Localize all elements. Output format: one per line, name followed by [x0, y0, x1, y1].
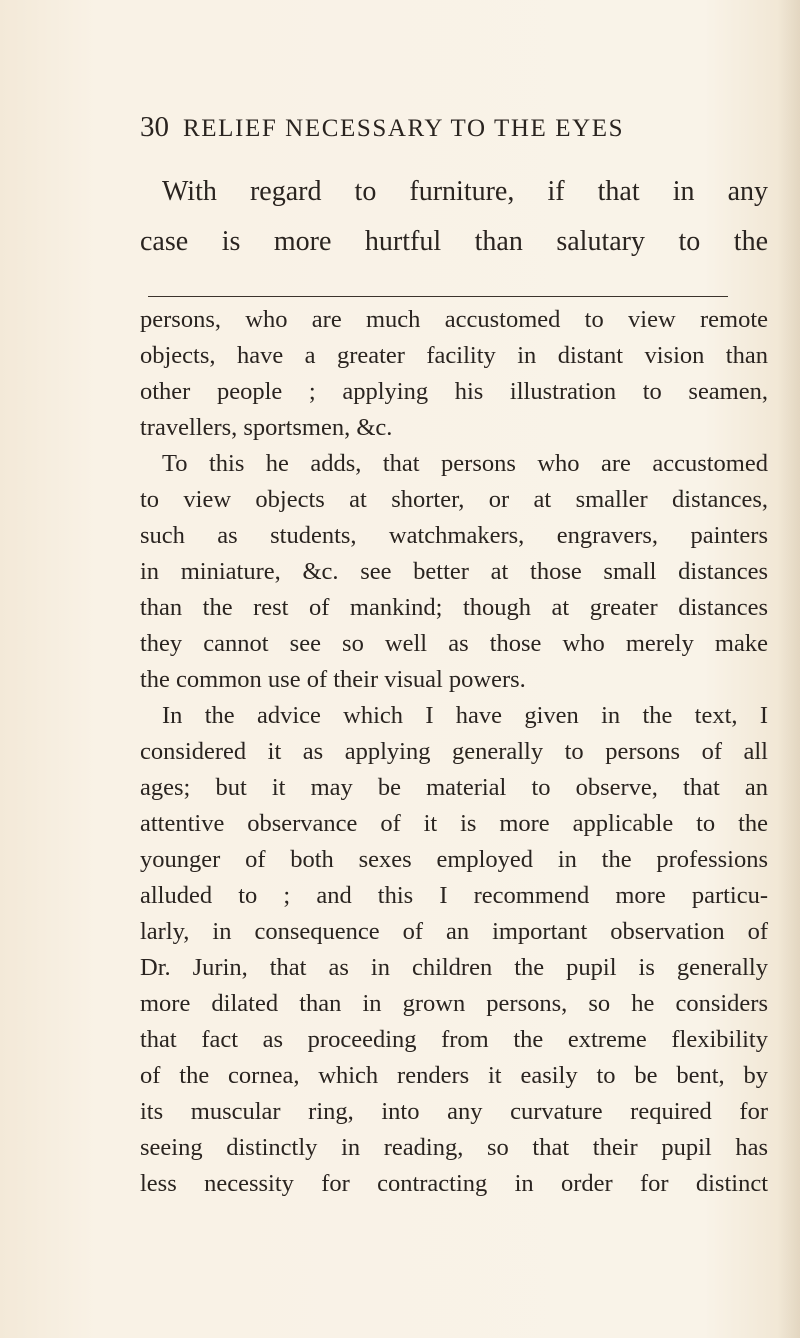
- text-line: larly, in consequence of an important observation of: [140, 918, 768, 945]
- text-line: travellers, sportsmen, &c.: [140, 414, 393, 441]
- text-line: such as students, watchmakers, engravers, painters: [140, 522, 768, 549]
- running-title: RELIEF NECESSARY TO THE EYES: [183, 115, 625, 142]
- text-line: to view objects at shorter, or at smaller distances,: [140, 486, 768, 513]
- text-line: in miniature, &c. see better at those small distances: [140, 558, 768, 585]
- text-line: other people ; applying his illustration to seamen,: [140, 378, 768, 405]
- text-line: they cannot see so well as those who merely make: [140, 630, 768, 657]
- text-line: than the rest of mankind; though at greater distances: [140, 594, 768, 621]
- text-line: objects, have a greater facility in distant vision than: [140, 342, 768, 369]
- text-line: of the cornea, which renders it easily to be bent, by: [140, 1062, 768, 1089]
- text-line: alluded to ; and this I recommend more particu-: [140, 882, 768, 909]
- text-line: that fact as proceeding from the extreme flexibility: [140, 1026, 768, 1053]
- text-line: younger of both sexes employed in the professions: [140, 846, 768, 873]
- text-line: its muscular ring, into any curvature required for: [140, 1098, 768, 1125]
- text-line: In the advice which I have given in the text, I: [162, 702, 768, 729]
- text-line: the common use of their visual powers.: [140, 666, 526, 693]
- text-line: attentive observance of it is more applicable to the: [140, 810, 768, 837]
- text-line: less necessity for contracting in order for distinct: [140, 1170, 768, 1197]
- text-line: persons, who are much accustomed to view remote: [140, 306, 768, 333]
- text-line: seeing distinctly in reading, so that their pupil has: [140, 1134, 768, 1161]
- text-line: more dilated than in grown persons, so he considers: [140, 990, 768, 1017]
- top-paragraph: [140, 167, 768, 267]
- text-line: considered it as applying generally to persons of all: [140, 738, 768, 765]
- text-line: With regard to furniture, if that in any: [162, 176, 768, 207]
- text-line: Dr. Jurin, that as in children the pupil is generally: [140, 954, 768, 981]
- running-header: [140, 111, 780, 144]
- text-line: ages; but it may be material to observe, that an: [140, 774, 768, 801]
- main-paragraph: [140, 302, 768, 1202]
- page-edge-shadow: [778, 0, 800, 1338]
- text-line: case is more hurtful than salutary to the: [140, 226, 768, 257]
- page-number: 30: [140, 111, 169, 143]
- section-divider: [148, 296, 728, 297]
- text-line: To this he adds, that persons who are accustomed: [162, 450, 768, 477]
